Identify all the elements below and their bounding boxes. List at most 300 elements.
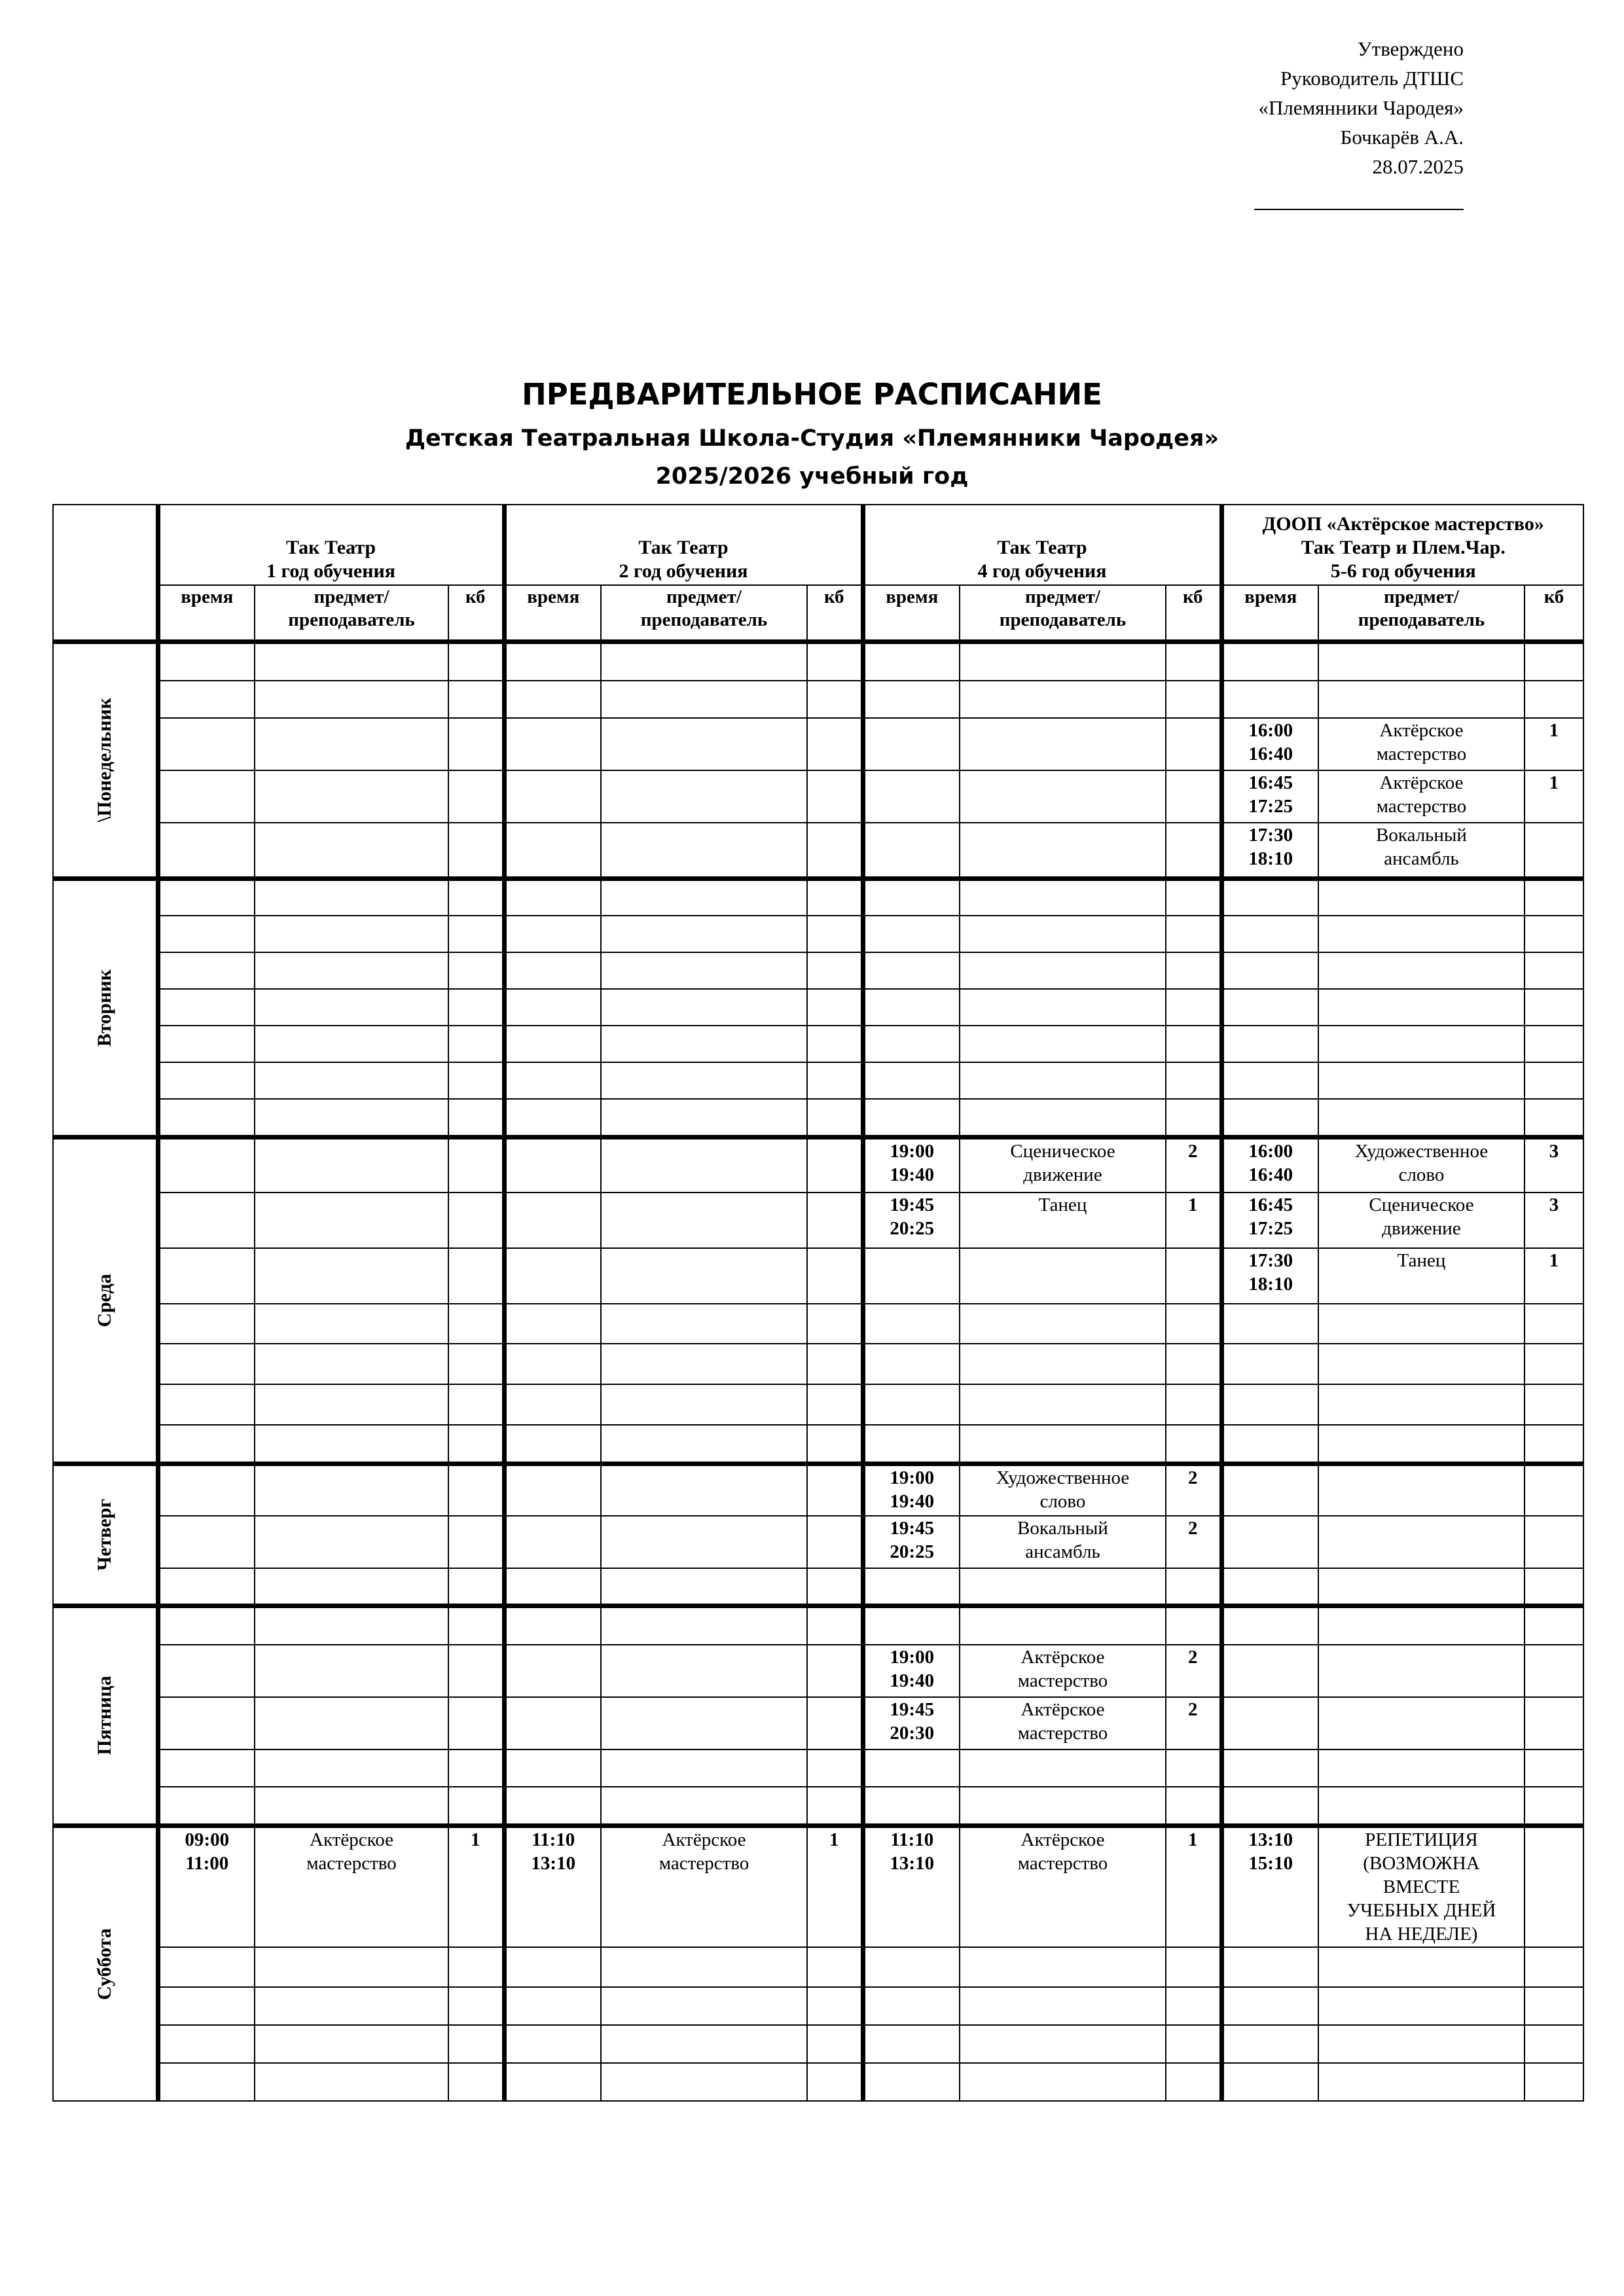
document-subtitle: Детская Театральная Школа-Студия «Племянники Чародея»: [405, 425, 1219, 452]
room-cell: [448, 989, 504, 1026]
schedule-row: [53, 878, 1583, 916]
time-value: 17:25: [1248, 796, 1293, 817]
group-header-line: Так Театр: [997, 537, 1087, 558]
time-cell: [158, 681, 255, 718]
time-cell: [1221, 952, 1318, 989]
subject-cell: [601, 1099, 807, 1137]
time-cell: [158, 916, 255, 952]
subject-cell: [960, 1425, 1166, 1463]
time-cell: [863, 1304, 960, 1344]
subject-cell: [601, 1568, 807, 1605]
subject-text: Художественное: [1354, 1140, 1489, 1162]
subject-header-line: преподаватель: [999, 609, 1127, 630]
room-cell: [448, 1099, 504, 1137]
subject-cell: [255, 2063, 448, 2101]
subject-cell: [255, 989, 448, 1026]
time-cell: [158, 1987, 255, 2025]
room-cell: [1166, 1384, 1221, 1425]
group-header-line: ДООП «Актёрское мастерство»: [1262, 513, 1544, 535]
time-cell: [504, 1137, 601, 1193]
time-cell: [863, 2025, 960, 2063]
room-cell: [448, 1248, 504, 1304]
approval-line: Руководитель ДТШС: [1280, 67, 1464, 90]
group-header: [863, 505, 1221, 585]
subject-cell: [601, 1344, 807, 1384]
room-cell: [1166, 2063, 1221, 2101]
time-cell: [863, 1697, 960, 1749]
subject-text: мастерство: [306, 1852, 397, 1874]
time-cell: [504, 641, 601, 681]
schedule-row: [53, 641, 1583, 681]
subject-cell: [1318, 878, 1525, 916]
group-header-line: Так Театр и Плем.Чар.: [1301, 537, 1506, 558]
time-cell: [863, 770, 960, 823]
time-cell: [863, 1787, 960, 1825]
time-value: 19:00: [890, 1647, 935, 1668]
room-cell: [1525, 1516, 1583, 1568]
room-cell: [448, 1697, 504, 1749]
subject-cell: [601, 1248, 807, 1304]
subject-cell: [601, 1304, 807, 1344]
subject-cell: [960, 1062, 1166, 1099]
subject-text: Актёрское: [1379, 772, 1464, 793]
subject-text: УЧЕБНЫХ ДНЕЙ: [1346, 1899, 1496, 1921]
time-cell: [504, 1062, 601, 1099]
room-cell: [448, 1516, 504, 1568]
room-cell: [1166, 1248, 1221, 1304]
schedule-row: [53, 1193, 1583, 1248]
subject-cell: [255, 1987, 448, 2025]
schedule-row: [53, 770, 1583, 823]
subject-cell: [960, 2063, 1166, 2101]
schedule-row: [53, 1026, 1583, 1062]
subject-cell: [1318, 952, 1525, 989]
schedule-row: [53, 1344, 1583, 1384]
room-cell: [1525, 1463, 1583, 1516]
subject-cell: [601, 952, 807, 989]
day-cell: [53, 641, 158, 878]
subject-cell: [255, 681, 448, 718]
subject-cell: [255, 1463, 448, 1516]
subject-cell: [255, 641, 448, 681]
subject-cell: [601, 2025, 807, 2063]
room-cell: [1166, 1787, 1221, 1825]
time-cell: [504, 1947, 601, 1987]
subject-text: Сценическое: [1369, 1194, 1474, 1215]
schedule-row: [53, 2025, 1583, 2063]
time-cell: [1221, 1825, 1318, 1947]
time-cell: [863, 1193, 960, 1248]
subject-cell: [960, 1137, 1166, 1193]
schedule-row: [53, 1568, 1583, 1605]
subject-cell: [960, 1193, 1166, 1248]
subject-text: мастерство: [1376, 744, 1467, 764]
time-cell: [1221, 1062, 1318, 1099]
time-cell: [1221, 1425, 1318, 1463]
time-cell: [863, 1062, 960, 1099]
subject-cell: [960, 770, 1166, 823]
subject-cell: [601, 1516, 807, 1568]
time-cell: [1221, 770, 1318, 823]
time-cell: [158, 1026, 255, 1062]
time-cell: [1221, 823, 1318, 878]
subject-cell: [1318, 1062, 1525, 1099]
room-cell: [1525, 1026, 1583, 1062]
day-label: Суббота: [93, 1928, 115, 2000]
room-cell: [807, 989, 863, 1026]
room-cell: 3: [1525, 1193, 1583, 1248]
subject-cell: [1318, 1605, 1525, 1645]
subject-cell: [255, 1749, 448, 1787]
room-cell: [807, 2063, 863, 2101]
room-cell: [1525, 1568, 1583, 1605]
subject-cell: [255, 2025, 448, 2063]
time-cell: [504, 1697, 601, 1749]
room-cell: [1166, 878, 1221, 916]
schedule-row: [53, 2063, 1583, 2101]
room-cell: [448, 1026, 504, 1062]
room-cell: [1166, 2025, 1221, 2063]
time-cell: [863, 641, 960, 681]
time-cell: [158, 1248, 255, 1304]
subject-cell: [1318, 1987, 1525, 2025]
time-cell: [504, 1516, 601, 1568]
subject-cell: [960, 1947, 1166, 1987]
room-cell: 2: [1166, 1137, 1221, 1193]
room-cell: [1525, 1987, 1583, 2025]
time-value: 16:00: [1248, 1140, 1293, 1162]
subject-cell: [601, 2063, 807, 2101]
room-cell: [1525, 952, 1583, 989]
time-cell: [863, 952, 960, 989]
time-cell: [504, 1193, 601, 1248]
time-cell: [863, 2063, 960, 2101]
room-cell: [448, 1425, 504, 1463]
time-cell: [504, 1787, 601, 1825]
schedule-row: [53, 1516, 1583, 1568]
room-cell: [448, 1947, 504, 1987]
time-cell: [158, 1344, 255, 1384]
subject-cell: [601, 989, 807, 1026]
time-cell: [1221, 1099, 1318, 1137]
time-cell: [158, 989, 255, 1026]
day-label: \Понедельник: [93, 698, 115, 822]
subject-text: Вокальный: [1376, 825, 1467, 846]
schedule-row: [53, 1787, 1583, 1825]
time-value: 16:00: [1248, 720, 1293, 741]
room-cell: 3: [1525, 1137, 1583, 1193]
approval-line: Утверждено: [1357, 37, 1464, 60]
room-cell: [1525, 1062, 1583, 1099]
time-cell: [863, 1987, 960, 2025]
room-cell: 1: [1166, 1193, 1221, 1248]
time-cell: [158, 1697, 255, 1749]
schedule-row: [53, 1825, 1583, 1947]
subject-text: НА НЕДЕЛЕ): [1365, 1923, 1478, 1945]
subject-cell: [1318, 2025, 1525, 2063]
subject-cell: [255, 1137, 448, 1193]
time-cell: [158, 1304, 255, 1344]
approval-block: [1071, 34, 1464, 210]
room-cell: [448, 718, 504, 770]
room-cell: [807, 823, 863, 878]
subject-header-line: преподаватель: [1358, 609, 1485, 630]
subject-cell: [1318, 1248, 1525, 1304]
room-cell: [1166, 641, 1221, 681]
room-cell: [807, 1062, 863, 1099]
time-cell: [504, 1425, 601, 1463]
room-cell: [448, 2025, 504, 2063]
time-column-header: время: [504, 585, 601, 641]
room-cell: [1525, 1697, 1583, 1749]
subject-text: мастерство: [1017, 1670, 1108, 1691]
room-cell: [448, 681, 504, 718]
time-value: 16:45: [1248, 1194, 1293, 1215]
subject-cell: [255, 1062, 448, 1099]
room-cell: [1525, 989, 1583, 1026]
time-cell: [863, 718, 960, 770]
room-cell: [807, 641, 863, 681]
subject-cell: [601, 1749, 807, 1787]
time-cell: [158, 1787, 255, 1825]
subject-cell: [601, 1062, 807, 1099]
subject-cell: [255, 1516, 448, 1568]
subject-cell: [1318, 1516, 1525, 1568]
subject-column-header: [960, 585, 1166, 641]
subject-cell: [1318, 1304, 1525, 1344]
room-cell: [1525, 1825, 1583, 1947]
room-cell: [807, 1248, 863, 1304]
schedule-row: [53, 989, 1583, 1026]
room-cell: [448, 1645, 504, 1697]
schedule-row: [53, 1697, 1583, 1749]
subject-cell: [960, 718, 1166, 770]
subject-text: (ВОЗМОЖНА: [1363, 1852, 1480, 1874]
subject-text: Вокальный: [1017, 1518, 1108, 1539]
subject-cell: [960, 878, 1166, 916]
time-cell: [158, 2025, 255, 2063]
time-cell: [863, 989, 960, 1026]
subject-cell: [1318, 1425, 1525, 1463]
subject-text: Актёрское: [1020, 1699, 1105, 1720]
room-cell: [807, 718, 863, 770]
subject-cell: [601, 1947, 807, 1987]
subject-cell: [255, 1425, 448, 1463]
time-cell: [863, 1568, 960, 1605]
room-cell: [1166, 1344, 1221, 1384]
time-cell: [863, 1137, 960, 1193]
subject-cell: [960, 1099, 1166, 1137]
time-value: 20:25: [890, 1541, 935, 1562]
subject-cell: [1318, 1697, 1525, 1749]
subject-cell: [255, 718, 448, 770]
time-cell: [1221, 1568, 1318, 1605]
subject-cell: [1318, 718, 1525, 770]
time-cell: [863, 878, 960, 916]
group-header-line: 5-6 год обучения: [1330, 560, 1476, 582]
time-cell: [504, 770, 601, 823]
time-cell: [1221, 1947, 1318, 1987]
day-cell: [53, 1825, 158, 2101]
subject-cell: [255, 878, 448, 916]
room-cell: [1166, 1062, 1221, 1099]
time-cell: [158, 770, 255, 823]
subject-cell: [960, 1697, 1166, 1749]
room-cell: [807, 1425, 863, 1463]
subject-cell: [601, 1463, 807, 1516]
day-cell: [53, 878, 158, 1137]
subject-header-line: предмет/: [1384, 586, 1459, 607]
time-value: 19:40: [890, 1164, 935, 1185]
room-cell: [1166, 681, 1221, 718]
room-cell: [807, 1384, 863, 1425]
group-header-line: Так Театр: [638, 537, 729, 558]
subject-cell: [1318, 1825, 1525, 1947]
room-cell: 2: [1166, 1697, 1221, 1749]
time-cell: [1221, 1749, 1318, 1787]
time-cell: [158, 878, 255, 916]
time-cell: [1221, 681, 1318, 718]
time-cell: [863, 1026, 960, 1062]
subject-cell: [601, 1787, 807, 1825]
subject-cell: [601, 1425, 807, 1463]
time-cell: [1221, 1344, 1318, 1384]
group-header: [158, 505, 504, 585]
approval-line: «Племянники Чародея»: [1258, 96, 1464, 119]
room-cell: [448, 1605, 504, 1645]
time-cell: [504, 823, 601, 878]
time-cell: [158, 823, 255, 878]
day-cell: [53, 1137, 158, 1463]
time-cell: [158, 1516, 255, 1568]
room-cell: [1166, 823, 1221, 878]
time-value: 19:40: [890, 1490, 935, 1512]
subject-cell: [255, 1026, 448, 1062]
room-cell: [1525, 1099, 1583, 1137]
subject-cell: [601, 1193, 807, 1248]
group-header-line: Так Театр: [285, 537, 376, 558]
room-cell: 1: [1525, 770, 1583, 823]
subject-text: слово: [1398, 1164, 1445, 1185]
schedule-row: [53, 718, 1583, 770]
time-cell: [1221, 989, 1318, 1026]
subject-cell: [255, 1193, 448, 1248]
time-cell: [863, 1645, 960, 1697]
room-cell: [1166, 1099, 1221, 1137]
time-cell: [863, 1516, 960, 1568]
subject-cell: [1318, 681, 1525, 718]
time-cell: [504, 1605, 601, 1645]
subject-cell: [255, 916, 448, 952]
subject-cell: [255, 1605, 448, 1645]
room-cell: [1525, 823, 1583, 878]
subject-cell: [1318, 1099, 1525, 1137]
approval-line: Бочкарёв А.А.: [1340, 126, 1464, 149]
time-cell: [1221, 1463, 1318, 1516]
subject-cell: [960, 952, 1166, 989]
room-cell: [807, 1645, 863, 1697]
subject-cell: [255, 770, 448, 823]
subject-text: ансамбль: [1384, 848, 1459, 869]
subject-header-line: преподаватель: [288, 609, 415, 630]
time-column-header: время: [1221, 585, 1318, 641]
subject-cell: [1318, 1568, 1525, 1605]
time-cell: [504, 1026, 601, 1062]
subject-cell: [255, 1248, 448, 1304]
time-cell: [1221, 2063, 1318, 2101]
time-cell: [504, 2025, 601, 2063]
time-value: 20:25: [890, 1218, 935, 1239]
subject-text: РЕПЕТИЦИЯ: [1365, 1829, 1478, 1850]
day-cell: [53, 1463, 158, 1605]
time-cell: [1221, 1516, 1318, 1568]
schedule-table: [52, 504, 1584, 2102]
subject-cell: [960, 1248, 1166, 1304]
subject-text: Актёрское: [310, 1829, 393, 1850]
time-cell: [504, 1099, 601, 1137]
room-cell: [807, 1697, 863, 1749]
room-cell: [1166, 1749, 1221, 1787]
time-cell: [1221, 2025, 1318, 2063]
day-label: Вторник: [93, 969, 115, 1047]
time-cell: [1221, 1987, 1318, 2025]
room-cell: [807, 916, 863, 952]
subject-cell: [960, 823, 1166, 878]
subject-header-line: предмет/: [1025, 586, 1100, 607]
time-value: 16:45: [1248, 772, 1293, 793]
subject-cell: [960, 1987, 1166, 2025]
room-cell: [448, 770, 504, 823]
room-cell: [807, 1026, 863, 1062]
subject-cell: [960, 681, 1166, 718]
room-cell: [807, 878, 863, 916]
room-cell: [1525, 2025, 1583, 2063]
room-cell: [807, 770, 863, 823]
subject-cell: [601, 916, 807, 952]
time-cell: [1221, 1645, 1318, 1697]
subject-cell: [960, 1787, 1166, 1825]
time-cell: [863, 1605, 960, 1645]
group-header: [1221, 505, 1583, 585]
time-cell: [1221, 916, 1318, 952]
schedule-row: [53, 1304, 1583, 1344]
time-cell: [158, 1568, 255, 1605]
room-cell: 1: [1166, 1825, 1221, 1947]
subject-text: мастерство: [1017, 1852, 1108, 1874]
time-cell: [1221, 1605, 1318, 1645]
document-title: ПРЕДВАРИТЕЛЬНОЕ РАСПИСАНИЕ: [522, 377, 1102, 412]
subject-text: Танец: [1038, 1194, 1087, 1215]
time-value: 17:30: [1248, 825, 1293, 846]
room-cell: [1525, 1787, 1583, 1825]
day-label: Пятница: [93, 1676, 115, 1755]
subject-text: мастерство: [659, 1852, 749, 1874]
room-cell: [1525, 1645, 1583, 1697]
time-cell: [504, 1344, 601, 1384]
time-value: 18:10: [1248, 848, 1293, 869]
time-cell: [1221, 1787, 1318, 1825]
group-header-line: 2 год обучения: [619, 560, 748, 582]
room-column-header: кб: [1166, 585, 1221, 641]
room-cell: [448, 823, 504, 878]
time-cell: [863, 1463, 960, 1516]
room-cell: [1166, 718, 1221, 770]
time-cell: [158, 1605, 255, 1645]
time-cell: [158, 2063, 255, 2101]
time-cell: [158, 1749, 255, 1787]
room-cell: [1525, 1304, 1583, 1344]
schedule-row: [53, 1749, 1583, 1787]
